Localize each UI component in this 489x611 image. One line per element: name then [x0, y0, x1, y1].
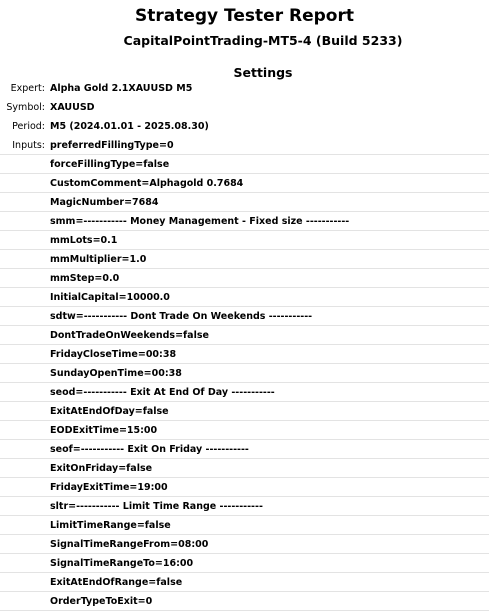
input-row [0, 288, 489, 307]
input-value: seof=----------- Exit On Friday ----------- [50, 444, 249, 455]
input-value: MagicNumber=7684 [50, 197, 159, 208]
input-row [0, 383, 489, 402]
input-row [0, 250, 489, 269]
row-value: M5 (2024.01.01 - 2025.08.30) [50, 121, 209, 132]
settings-row-period [0, 117, 489, 136]
input-value: smm=----------- Money Management - Fixed size ----------- [50, 216, 350, 227]
report-subtitle: CapitalPointTrading-MT5-4 (Build 5233) [123, 33, 403, 48]
input-value: CustomComment=Alphagold 0.7684 [50, 178, 244, 189]
row-label: Period: [12, 121, 45, 132]
settings-row-symbol [0, 98, 489, 117]
input-value: mmLots=0.1 [50, 235, 118, 246]
input-row [0, 364, 489, 383]
input-value: LimitTimeRange=false [50, 520, 171, 531]
input-row [0, 269, 489, 288]
input-value: SignalTimeRangeFrom=08:00 [50, 539, 209, 550]
input-row [0, 592, 489, 611]
row-label: Expert: [10, 83, 45, 94]
input-row [0, 478, 489, 497]
input-row [0, 554, 489, 573]
input-value: sdtw=----------- Dont Trade On Weekends ----------- [50, 311, 313, 322]
input-row [0, 459, 489, 478]
input-value: EODExitTime=15:00 [50, 425, 158, 436]
input-value: SignalTimeRangeTo=16:00 [50, 558, 194, 569]
input-row [0, 497, 489, 516]
input-value: forceFillingType=false [50, 159, 170, 170]
input-value: OrderTypeToExit=0 [50, 596, 153, 607]
input-value: DontTradeOnWeekends=false [50, 330, 209, 341]
row-label: Symbol: [6, 102, 45, 113]
input-value: SundayOpenTime=00:38 [50, 368, 182, 379]
input-value: mmMultiplier=1.0 [50, 254, 147, 265]
row-value: XAUUSD [50, 102, 95, 113]
row-value: Alpha Gold 2.1XAUUSD M5 [50, 83, 193, 94]
input-row [0, 326, 489, 345]
input-row [0, 440, 489, 459]
section-heading-settings: Settings [233, 65, 293, 80]
input-row [0, 155, 489, 174]
input-value: mmStep=0.0 [50, 273, 120, 284]
input-row [0, 345, 489, 364]
input-value: InitialCapital=10000.0 [50, 292, 170, 303]
input-row [0, 136, 489, 155]
settings-row-expert [0, 79, 489, 98]
input-row [0, 421, 489, 440]
input-row [0, 402, 489, 421]
row-label: Inputs: [12, 140, 45, 151]
input-value: seod=----------- Exit At End Of Day ----------- [50, 387, 275, 398]
input-value: preferredFillingType=0 [50, 140, 174, 151]
input-value: FridayCloseTime=00:38 [50, 349, 177, 360]
input-value: sltr=----------- Limit Time Range ----------- [50, 501, 263, 512]
settings-table [0, 79, 489, 611]
input-row [0, 516, 489, 535]
input-row [0, 535, 489, 554]
input-value: ExitAtEndOfDay=false [50, 406, 169, 417]
input-row [0, 573, 489, 592]
input-row [0, 231, 489, 250]
input-value: FridayExitTime=19:00 [50, 482, 168, 493]
input-value: ExitAtEndOfRange=false [50, 577, 183, 588]
report-title: Strategy Tester Report [135, 6, 354, 26]
input-row [0, 307, 489, 326]
input-value: ExitOnFriday=false [50, 463, 153, 474]
input-row [0, 193, 489, 212]
input-row [0, 174, 489, 193]
input-row [0, 212, 489, 231]
